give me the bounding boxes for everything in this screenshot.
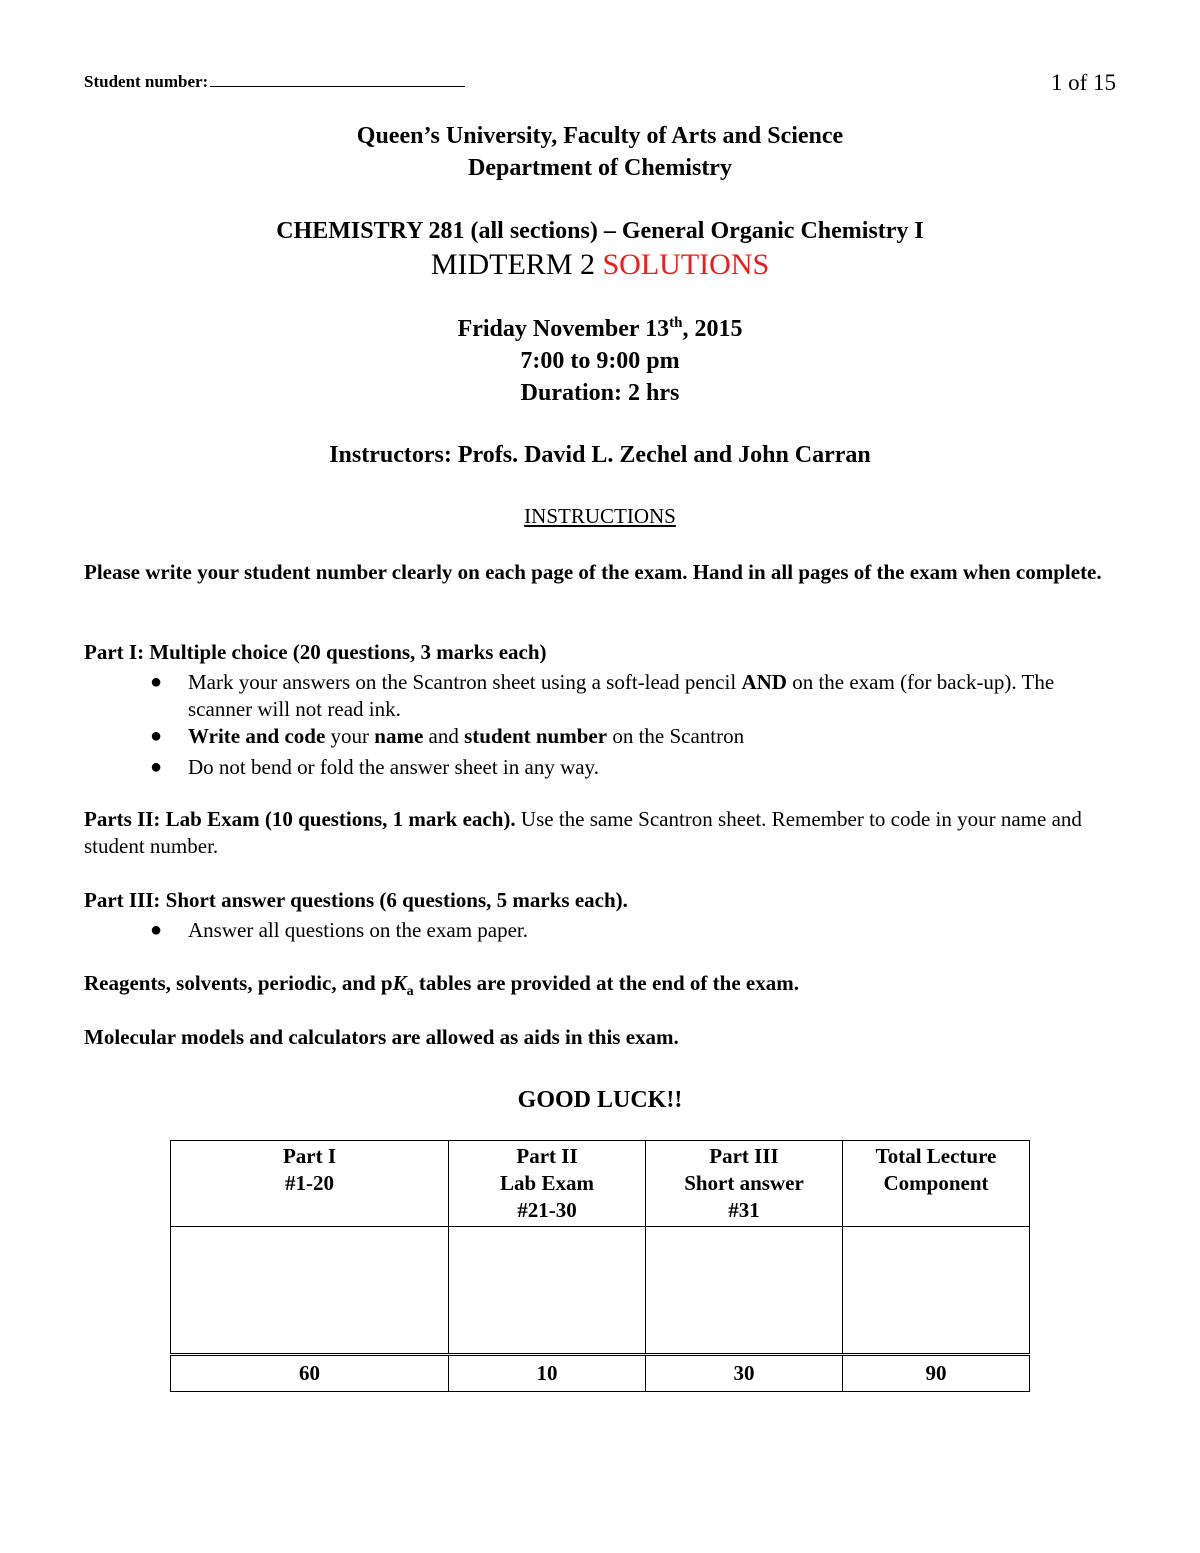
reagents-note: Reagents, solvents, periodic, and $pK_a$ tables are provided at the end of the exam. bbox=[84, 971, 799, 1000]
page-indicator: 1 of 15 bbox=[1050, 70, 1116, 95]
date-year: , 2015 bbox=[682, 316, 743, 342]
part1-bullet-1: ● Mark your answers on the Scantron sheet using a soft-lead pencil AND on the exam (for back-up). The scanner will not read ink. bbox=[150, 670, 1055, 721]
max-total: 90 bbox=[843, 1355, 1030, 1392]
intro-paragraph: Please write your student number clearly on each page of the exam. Hand in all pages of the exam when complete. bbox=[84, 560, 1102, 584]
exam-title bbox=[0, 248, 1200, 282]
exam-time: 7:00 to 9:00 pm bbox=[520, 348, 680, 374]
exam-date bbox=[0, 315, 1200, 343]
date-suffix-sup: th bbox=[669, 315, 683, 331]
part1-bullet-2: ● Write and code your name and student number on the Scantron bbox=[150, 724, 745, 748]
bullet-icon: ● bbox=[150, 756, 163, 778]
max-marks-row bbox=[171, 1355, 1030, 1392]
part2-paragraph: Parts II: Lab Exam (10 questions, 1 mark each). Use the same Scantron sheet. Remember to code in your name and student number. bbox=[84, 807, 1082, 858]
date-prefix: Friday November 13 bbox=[457, 316, 670, 342]
max-part2: 10 bbox=[449, 1355, 646, 1392]
student-number-text: Student number: bbox=[84, 72, 209, 91]
bullet-icon: ● bbox=[150, 725, 163, 747]
bullet-icon: ● bbox=[150, 671, 163, 693]
score-entry-row bbox=[171, 1227, 1030, 1355]
header-part3: Part III Short answer #31 bbox=[646, 1141, 843, 1227]
good-luck: GOOD LUCK!! bbox=[517, 1087, 683, 1113]
score-cell-part3[interactable] bbox=[646, 1227, 843, 1355]
header-part2: Part II Lab Exam #21-30 bbox=[449, 1141, 646, 1227]
score-cell-part2[interactable] bbox=[449, 1227, 646, 1355]
header-part1: Part I #1-20 bbox=[171, 1141, 449, 1227]
part1-bullet-3: ● Do not bend or fold the answer sheet in any way. bbox=[150, 755, 599, 779]
course-title: CHEMISTRY 281 (all sections) – General Organic Chemistry I bbox=[276, 218, 924, 244]
part1-heading: Part I: Multiple choice (20 questions, 3 marks each) bbox=[84, 640, 547, 664]
bullet-icon: ● bbox=[150, 919, 163, 941]
instructions-heading: INSTRUCTIONS bbox=[524, 504, 676, 528]
part3-heading: Part III: Short answer questions (6 questions, 5 marks each). bbox=[84, 888, 628, 912]
instructors: Instructors: Profs. David L. Zechel and John Carran bbox=[329, 442, 871, 468]
aids-note: Molecular models and calculators are allowed as aids in this exam. bbox=[84, 1025, 679, 1049]
exam-title-solutions: SOLUTIONS bbox=[602, 248, 770, 281]
score-table bbox=[170, 1140, 1030, 1392]
header-total: Total Lecture Component bbox=[843, 1141, 1030, 1227]
exam-title-main: MIDTERM 2 bbox=[430, 248, 603, 281]
part3-bullet-1: ● Answer all questions on the exam paper. bbox=[150, 918, 528, 942]
score-table-header-row bbox=[171, 1141, 1030, 1227]
university-title: Queen’s University, Faculty of Arts and Science bbox=[356, 123, 844, 149]
student-number-field[interactable] bbox=[210, 72, 465, 87]
score-cell-part1[interactable] bbox=[171, 1227, 449, 1355]
student-number-label bbox=[84, 72, 465, 92]
department-title: Department of Chemistry bbox=[468, 155, 732, 181]
max-part3: 30 bbox=[646, 1355, 843, 1392]
score-cell-total[interactable] bbox=[843, 1227, 1030, 1355]
max-part1: 60 bbox=[171, 1355, 449, 1392]
exam-duration: Duration: 2 hrs bbox=[520, 380, 680, 406]
